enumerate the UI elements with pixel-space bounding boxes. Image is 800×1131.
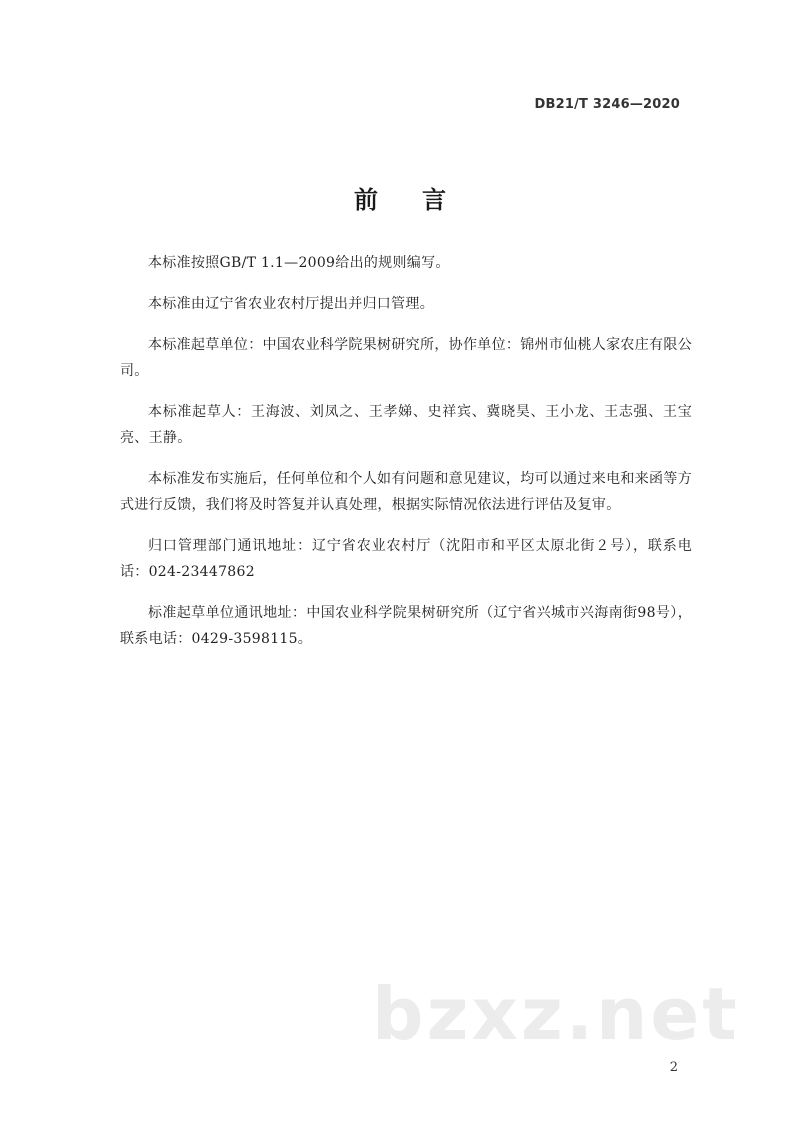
paragraph-drafting-units: 本标准起草单位：中国农业科学院果树研究所，协作单位：锦州市仙桃人家农庄有限公司。 (120, 337, 692, 379)
paragraph-feedback: 本标准发布实施后，任何单位和个人如有问题和意见建议，均可以通过来电和来函等方式进行反馈，我们将及时答复并认真处理，根据实际情况依法进行评估及复审。 (120, 471, 692, 513)
paragraph-drafting-unit-address: 标准起草单位通讯地址：中国农业科学院果树研究所（辽宁省兴城市兴海南街98号），联系电话：0429-3598115。 (120, 605, 692, 647)
document-code: DB21/T 3246—2020 (534, 97, 680, 112)
paragraph-drafters: 本标准起草人：王海波、刘凤之、王孝娣、史祥宾、冀晓昊、王小龙、王志强、王宝亮、王静。 (120, 404, 692, 446)
paragraph-drafting-rules: 本标准按照GB/T 1.1—2009给出的规则编写。 (148, 255, 450, 271)
page-number: 2 (669, 1060, 678, 1075)
page-title: 前言 (354, 186, 490, 214)
paragraph-proposer: 本标准由辽宁省农业农村厅提出并归口管理。 (148, 296, 434, 312)
watermark: bzxz.net (372, 972, 740, 1056)
paragraph-management-address: 归口管理部门通讯地址：辽宁省农业农村厅（沈阳市和平区太原北街２号），联系电话：024-23447862 (120, 538, 692, 580)
preface-body (120, 250, 692, 667)
